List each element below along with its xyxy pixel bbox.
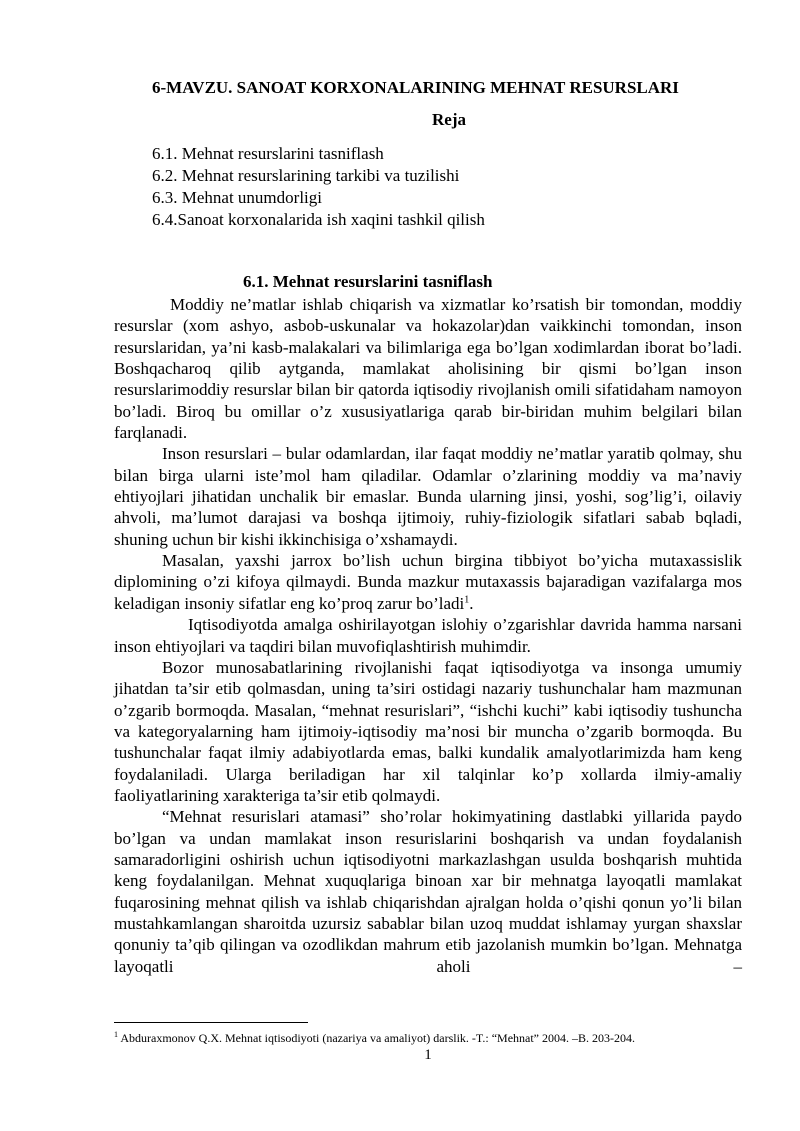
plan-heading: Reja (432, 110, 466, 129)
page-number: 1 (424, 1047, 432, 1063)
paragraph: Bozor munosabatlarining rivojlanishi faqat iqtisodiyotga va insonga umumiy jihatdan ta’sir etib qolmasdan, uning ta’siri ostidagi nazariy tushunchalar ham mazmunan o’zgarib bormoqda. Masalan, “mehnat resurislari”, “ishchi kuchi” kabi iqtisodiy tushuncha va kategoryalarning ham ijtimoiy-iqtisodiy ma’nosi bir muncha o’zgarib bormoqda. Bu tushunchalar faqat ilmiy adabiyotlarda emas, balki kundalik amalyotlarimizda ham keng foydalaniladi. Ularga beriladigan har xil talqinlar ko’p xollarda ilmiy-amaliy faoliyatlarining xarakteriga ta’sir etib qolmaydi. (114, 657, 742, 805)
plan-item: 6.4.Sanoat korxonalarida ish xaqini tashkil qilish (152, 210, 485, 229)
paragraph: Inson resurslari – bular odamlardan, ilar faqat moddiy ne’matlar yaratib qolmay, shu bilan birga ularni iste’mol ham qiladilar. Odamlar o’zlarining moddiy va ma’naviy ehtiyojlari jihatidan unchalik bir emaslar. Bunda ularning jinsi, yoshi, sog’lig’i, oilaviy ahvoli, ma’lumot darajasi va boshqa ijtimoiy, ruhiy-fiziologik sifatlari sabab bqladi, shuning uchun bir kishi ikkinchisiga o’xshamaydi. (114, 444, 742, 549)
footnote-ref[interactable]: 1 (464, 594, 470, 606)
footnote-number: 1 (114, 1030, 118, 1039)
plan-item: 6.1. Mehnat resurslarini tasniflash (152, 144, 384, 163)
paragraph: Masalan, yaxshi jarrox bo’lish uchun birgina tibbiyot bo’yicha mutaxassislik diplomining o’zi kifoya qilmaydi. Bunda mazkur mutaxassis bajaradigan vazifalarga mos keladigan insoniy sifatlar eng ko’proq zarur bo’ladi$^1$. (114, 551, 742, 613)
section-heading: 6.1. Mehnat resurslarini tasniflash (243, 272, 493, 291)
paragraph: Iqtisodiyotda amalga oshirilayotgan islohiy o’zgarishlar davrida hamma narsani inson ehtiyojlari va taqdiri bilan muvofiqlashtirish muhimdir. (114, 615, 742, 656)
body-text (114, 294, 742, 977)
footnote-separator (114, 1022, 308, 1023)
footnote-text: Abduraxmonov Q.X. Mehnat iqtisodiyoti (nazariya va amaliyot) darslik. -T.: “Mehnat” 2004. –B. 203-204. (120, 1031, 636, 1045)
footnote (114, 1031, 754, 1046)
plan-list (152, 143, 485, 231)
paragraph: Moddiy ne’matlar ishlab chiqarish va xizmatlar ko’rsatish bir tomondan, moddiy resurslar (xom ashyo, asbob-uskunalar va hokazolar)dan vaikkinchi tomondan, inson resurslaridan, ya’ni kasb-malakalari va bilimlariga ega bo’lgan xodimlardan iborat bo’ladi. Boshqacharoq qilib aytganda, mamlakat aholisining bir qismi bo’lgan inson resurslarimoddiy resurslar bilan bir qatorda iqtisodiy rivojlanish omili sifatidaham namoyon bo’ladi. Biroq bu omillar o’z xususiyatlariga qarab bir-biridan muhim belgilari bilan farqlanadi. (114, 295, 742, 443)
plan-item: 6.3. Mehnat unumdorligi (152, 188, 322, 207)
plan-item: 6.2. Mehnat resurslarining tarkibi va tuzilishi (152, 166, 460, 185)
paragraph-text: Masalan, yaxshi jarrox bo’lish uchun birgina tibbiyot bo’yicha mutaxassislik diplomining o’zi kifoya qilmaydi. Bunda mazkur mutaxassis bajaradigan vazifalarga mos keladigan insoniy sifatlar eng ko’proq zarur bo’ladi (114, 551, 742, 613)
topic-title: 6-MAVZU. SANOAT KORXONALARINING MEHNAT RESURSLARI (152, 78, 679, 97)
paragraph: “Mehnat resurislari atamasi” sho’rolar hokimyatining dastlabki yillarida paydo bo’lgan va undan mamlakat inson resurislarini boshqarish va undan foydalanish samaradorligini oshirish uchun iqtisodiyotni markazlashgan usulda boshqarish muhtida keng foydalanilgan. Mehnat xuquqlariga binoan xar bir mehnatga layoqatli mamlakat fuqarosining mehnat qilish va ishlab chiqarishdan ajralgan holda o’qishi qonun yo’li bilan mustahkamlangan sharoitda uzursiz sabablar bilan uzoq muddat ishlamay yurgan shaxslar qonuniy ta’qib qilingan va ozodlikdan mahrum etib jazolanish mumkin bo’lgan. Mehnatga layoqatli aholi – (114, 807, 742, 976)
